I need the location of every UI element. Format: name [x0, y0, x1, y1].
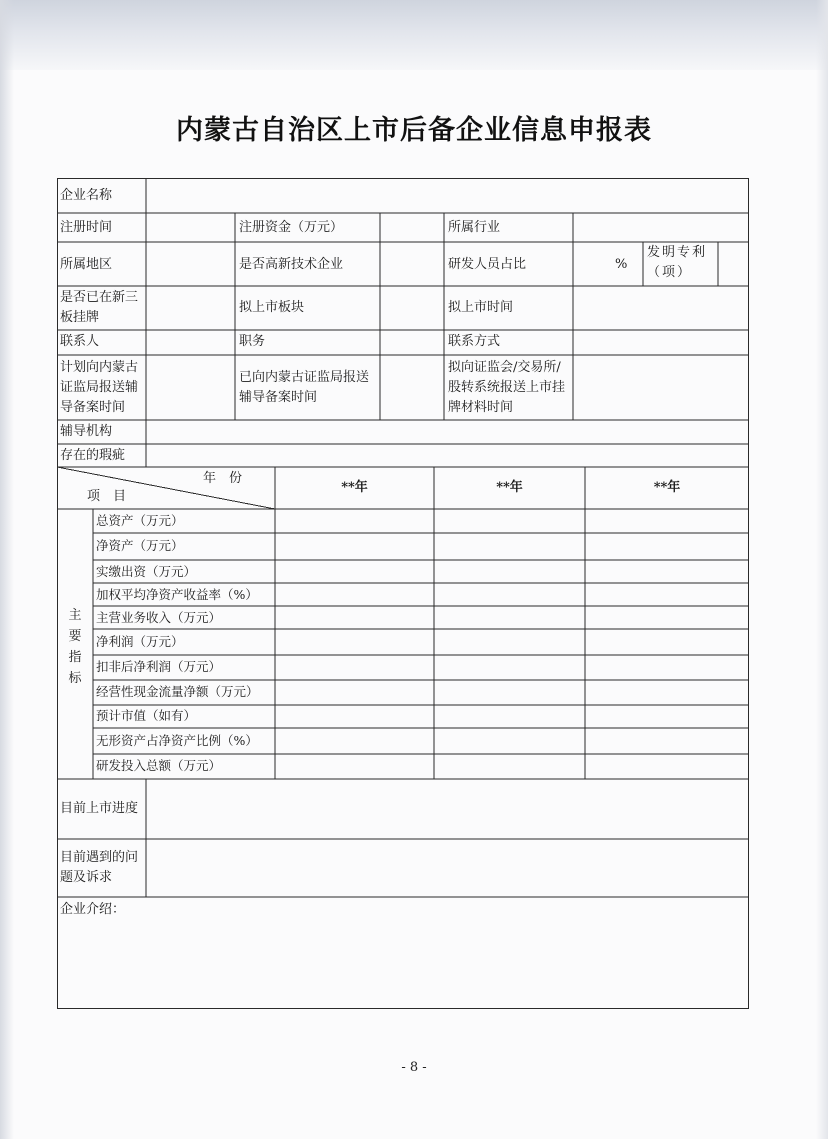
- indicator-row-rd-investment: 研发投入总额（万元）: [96, 758, 222, 773]
- group-label-char: 主: [68, 608, 82, 623]
- group-label-char: 指: [68, 650, 82, 665]
- label-listing-progress: 目前上市进度: [60, 801, 139, 816]
- label-high-tech: 是否高新技术企业: [239, 257, 344, 272]
- label-neeq-listed: 是否已在新三板挂牌: [60, 290, 139, 325]
- label-planned-listing-time: 拟上市时间: [448, 300, 514, 315]
- indicator-row-net-assets: 净资产（万元）: [96, 538, 184, 553]
- label-defects: 存在的瑕疵: [60, 448, 126, 463]
- label-plan-submit-exchange: 拟向证监会/交易所/股转系统报送上市挂牌材料时间: [448, 360, 566, 415]
- label-registered-capital: 注册资金（万元）: [239, 220, 344, 235]
- indicator-row-adjusted-net-profit: 扣非后净利润（万元）: [96, 659, 222, 674]
- label-contact-info: 联系方式: [448, 334, 501, 349]
- year-column-3: **年: [653, 480, 681, 495]
- group-label-char: 标: [68, 671, 82, 686]
- indicator-row-net-profit: 净利润（万元）: [96, 634, 184, 649]
- page-number: - 8 -: [401, 1060, 427, 1075]
- label-register-time: 注册时间: [60, 220, 113, 235]
- scan-shadow-left: [0, 0, 14, 1139]
- indicator-row-operating-cash-flow: 经营性现金流量净额（万元）: [96, 684, 259, 699]
- label-planned-board: 拟上市板块: [239, 300, 305, 315]
- label-submitted-csrc: 已向内蒙古证监局报送辅导备案时间: [239, 370, 370, 405]
- label-advisor: 辅导机构: [60, 424, 113, 439]
- year-column-1: **年: [341, 480, 368, 495]
- percent-sign: %: [615, 257, 628, 272]
- label-company-intro: 企业介绍：: [60, 902, 126, 917]
- label-patents: 发明专利（项）: [647, 245, 708, 280]
- indicator-row-roe: 加权平均净资产收益率（%）: [96, 587, 258, 602]
- label-contact-person: 联系人: [60, 334, 100, 349]
- indicator-row-intangible-ratio: 无形资产占净资产比例（%）: [96, 733, 258, 748]
- scan-shadow-top: [0, 0, 828, 70]
- label-industry: 所属行业: [448, 220, 501, 235]
- indicator-row-revenue: 主营业务收入（万元）: [96, 610, 222, 625]
- form-title: 内蒙古自治区上市后备企业信息申报表: [176, 115, 652, 146]
- indicator-row-market-value: 预计市值（如有）: [96, 708, 197, 723]
- label-plan-submit-csrc: 计划向内蒙古证监局报送辅导备案时间: [60, 360, 139, 415]
- label-company-name: 企业名称: [60, 188, 113, 203]
- label-region: 所属地区: [60, 257, 113, 272]
- application-form-table: [57, 178, 749, 1009]
- corner-item-label: 项 目: [87, 489, 127, 504]
- indicator-row-paid-capital: 实缴出资（万元）: [96, 564, 197, 579]
- group-label-char: 要: [68, 629, 82, 644]
- year-column-2: **年: [496, 480, 523, 495]
- label-rd-staff-ratio: 研发人员占比: [448, 257, 527, 272]
- corner-year-label: 年 份: [203, 471, 243, 486]
- label-problems: 目前遇到的问题及诉求: [60, 850, 139, 885]
- indicator-row-total-assets: 总资产（万元）: [96, 513, 184, 528]
- label-position: 职务: [239, 334, 266, 349]
- scan-shadow-right: [816, 0, 828, 1139]
